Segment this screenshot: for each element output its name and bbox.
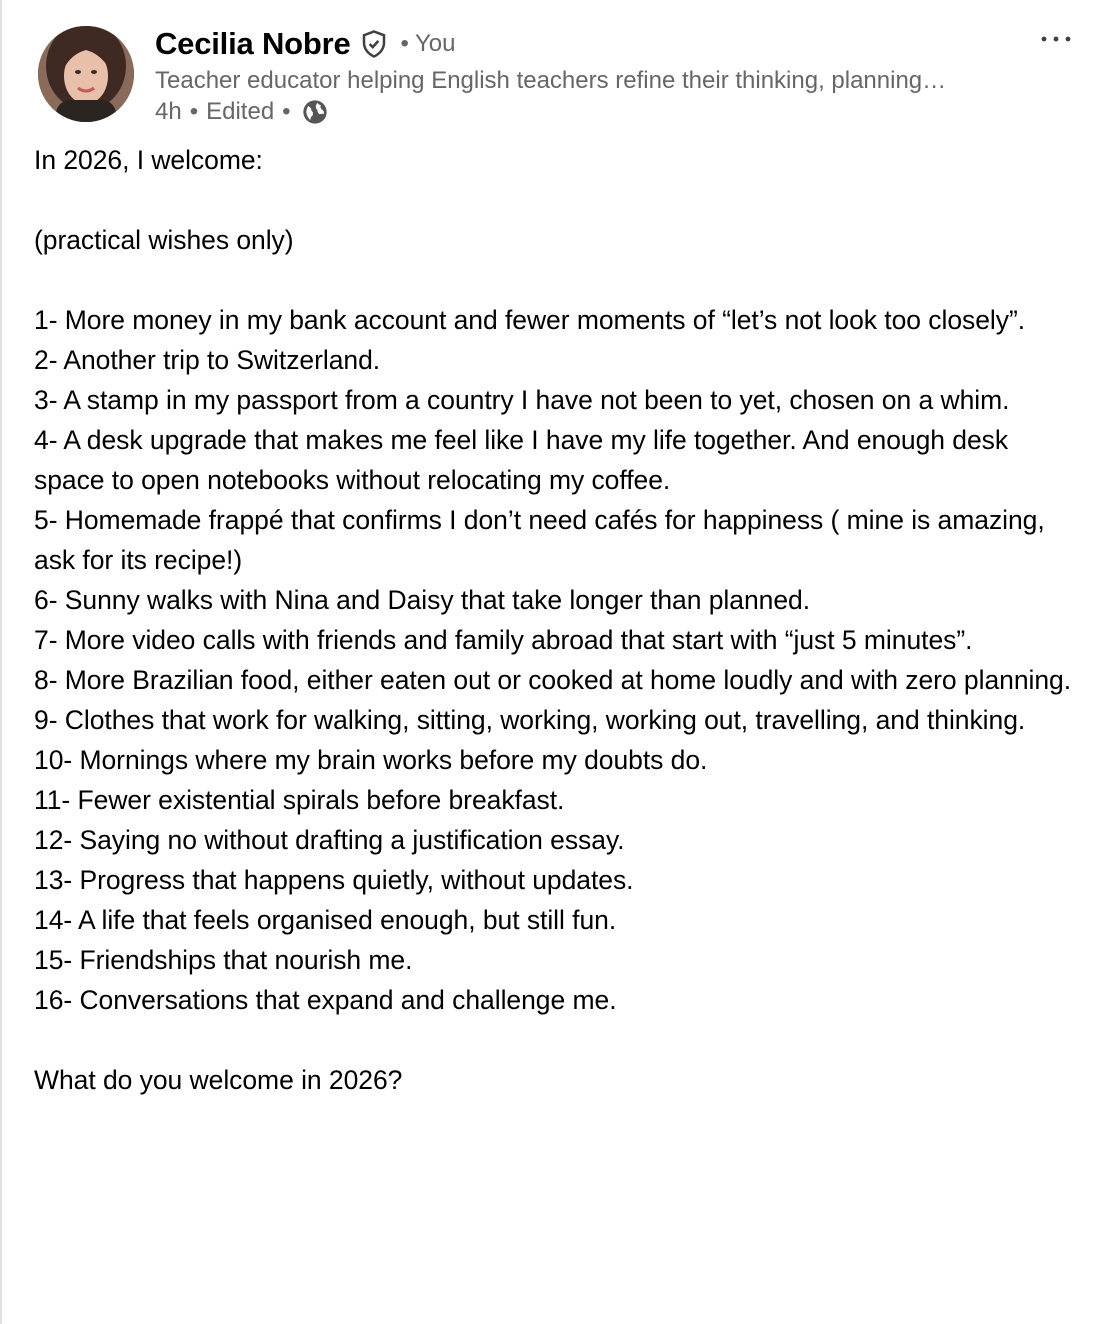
- list-item: 6- Sunny walks with Nina and Daisy that take longer than planned.: [34, 585, 811, 615]
- list-item: 8- More Brazilian food, either eaten out or cooked at home loudly and with zero planning.: [34, 665, 1072, 695]
- list-item: 11- Fewer existential spirals before breakfast.: [34, 785, 565, 815]
- list-item: 5- Homemade frappé that confirms I don’t need cafés for happiness ( mine is amazing, ask for its recipe!): [34, 505, 1045, 575]
- dot-separator: •: [400, 30, 409, 57]
- author-name-row: [155, 26, 1044, 62]
- list-item: 15- Friendships that nourish me.: [34, 945, 413, 975]
- post-timestamp-row: [155, 96, 1044, 128]
- list-item: 1- More money in my bank account and fewer moments of “let’s not look too closely”.: [34, 305, 1026, 335]
- connection-degree: You: [414, 30, 456, 57]
- author-name[interactable]: Cecilia Nobre: [155, 26, 351, 61]
- dot-separator: •: [282, 98, 291, 125]
- list-item: 7- More video calls with friends and family abroad that start with “just 5 minutes”.: [34, 625, 973, 655]
- list-item: 2- Another trip to Switzerland.: [34, 345, 381, 375]
- spacer: [34, 1020, 1084, 1060]
- author-headline[interactable]: Teacher educator helping English teachers refine their thinking, planning…: [155, 67, 947, 94]
- post-body: [34, 140, 1084, 1100]
- spacer: [34, 180, 1084, 220]
- avatar-photo: [38, 26, 134, 122]
- list-item: 14- A life that feels organised enough, but still fun.: [34, 905, 617, 935]
- avatar[interactable]: [38, 26, 134, 122]
- verified-shield-icon[interactable]: [359, 29, 389, 59]
- list-item: 4- A desk upgrade that makes me feel like I have my life together. And enough desk space to open notebooks without relocating my coffee.: [34, 425, 1009, 495]
- spacer: [34, 260, 1084, 300]
- author-meta: [155, 26, 1044, 128]
- list-item: 10- Mornings where my brain works before my doubts do.: [34, 745, 708, 775]
- globe-icon: [301, 98, 329, 126]
- card-left-border: [0, 0, 2, 1324]
- list-item: 13- Progress that happens quietly, without updates.: [34, 865, 634, 895]
- post-header: [38, 26, 1084, 126]
- more-options-icon: [1038, 35, 1074, 43]
- edited-label: Edited: [206, 98, 275, 125]
- list-item: 12- Saying no without drafting a justification essay.: [34, 825, 625, 855]
- post-intro: In 2026, I welcome:: [34, 145, 263, 175]
- list-item: 16- Conversations that expand and challenge me.: [34, 985, 617, 1015]
- list-item: 3- A stamp in my passport from a country I have not been to yet, chosen on a whim.: [34, 385, 1010, 415]
- more-options-button[interactable]: [1034, 26, 1078, 52]
- post-closing-question: What do you welcome in 2026?: [34, 1065, 403, 1095]
- dot-separator: •: [189, 98, 199, 125]
- list-item: 9- Clothes that work for walking, sitting, working, working out, travelling, and thinking.: [34, 705, 1026, 735]
- post-subtitle: (practical wishes only): [34, 225, 294, 255]
- post-time: 4h: [155, 98, 182, 125]
